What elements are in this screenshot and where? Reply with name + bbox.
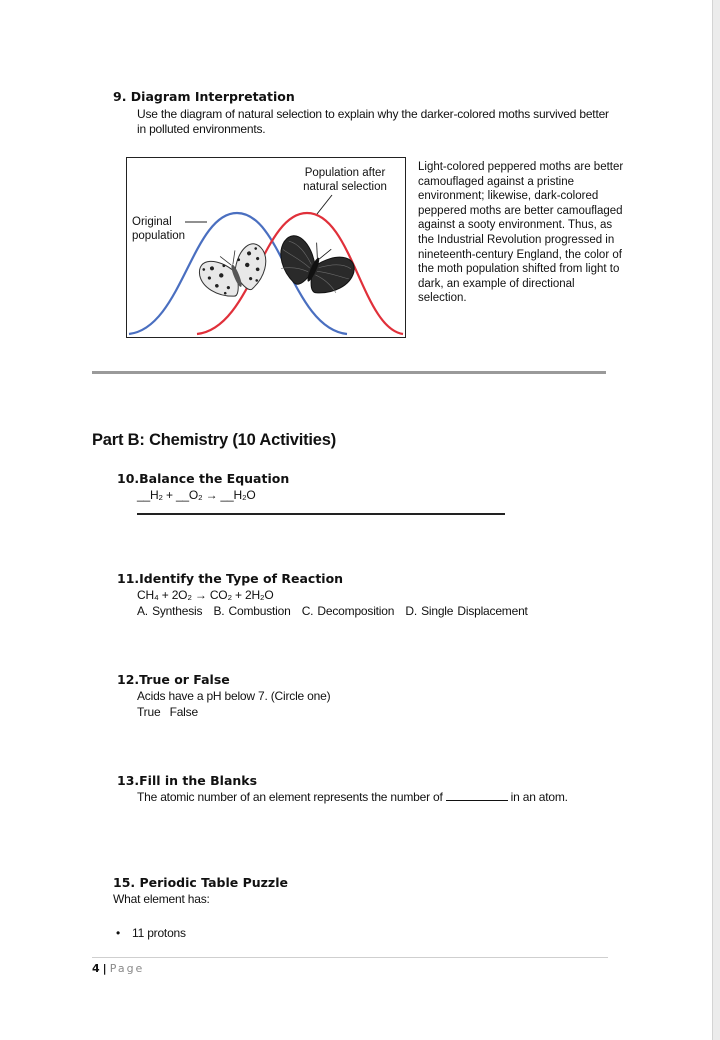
page-edge-shadow — [712, 0, 720, 1040]
option-b[interactable]: B. Combustion — [213, 604, 291, 618]
question-11-equation: CH₄ + 2O₂ → CO₂ + 2H₂O — [137, 588, 274, 602]
option-d[interactable]: D. Single Displacement — [405, 604, 528, 618]
option-false[interactable]: False — [169, 705, 198, 719]
natural-selection-diagram — [126, 157, 406, 338]
question-10-title: 10.Balance the Equation — [117, 471, 290, 486]
question-15-title: 15. Periodic Table Puzzle — [113, 875, 288, 890]
question-15-text: What element has: — [113, 892, 210, 906]
part-b-heading: Part B: Chemistry (10 Activities) — [92, 431, 337, 449]
fill-text-before: The atomic number of an element represents the number of — [137, 790, 443, 804]
light-moth-icon — [196, 241, 275, 306]
question-13-text — [137, 790, 617, 805]
bullet-icon: • — [116, 926, 121, 940]
page-footer — [92, 962, 144, 975]
question-13-title: 13.Fill in the Blanks — [117, 773, 258, 788]
answer-line[interactable] — [137, 513, 505, 515]
question-9-title: 9. Diagram Interpretation — [113, 89, 295, 104]
option-true[interactable]: True — [137, 705, 161, 719]
question-9-text: Use the diagram of natural selection to explain why the darker-colored moths survived better in polluted environments. — [137, 107, 609, 136]
question-12-options — [137, 705, 204, 720]
label-population-after: Population after natural selection — [303, 167, 387, 193]
list-item-text: 11 protons — [132, 926, 186, 940]
question-11-title: 11.Identify the Type of Reaction — [117, 571, 344, 586]
figure-caption: Light-colored peppered moths are better camouflaged against a pristine environment; likewise, dark-colored peppered moths are better camouflaged against a sooty environment. Thus, as the Industrial Revolution progressed in nineteenth-century England, the color of the moth population shifted from light to dark, an example of directional selection. — [418, 161, 624, 305]
question-11-options — [137, 604, 535, 619]
dark-moth-icon — [270, 230, 359, 303]
footer-divider — [92, 957, 608, 958]
question-10-equation: __H₂ + __O₂ → __H₂O — [137, 488, 256, 502]
label-original-population: Original population — [132, 216, 186, 242]
section-divider — [92, 371, 606, 374]
page-number: 4 — [92, 962, 100, 975]
fill-text-after: in an atom. — [510, 790, 568, 804]
after-label-leader — [317, 195, 332, 214]
page-label: Page — [109, 962, 145, 975]
question-12-text: Acids have a pH below 7. (Circle one) — [137, 689, 331, 703]
option-a[interactable]: A. Synthesis — [137, 604, 203, 618]
list-item — [116, 926, 186, 941]
option-c[interactable]: C. Decomposition — [301, 604, 395, 618]
fill-in-blank[interactable] — [446, 790, 508, 801]
footer-separator: | — [102, 962, 107, 975]
question-12-title: 12.True or False — [117, 672, 230, 687]
